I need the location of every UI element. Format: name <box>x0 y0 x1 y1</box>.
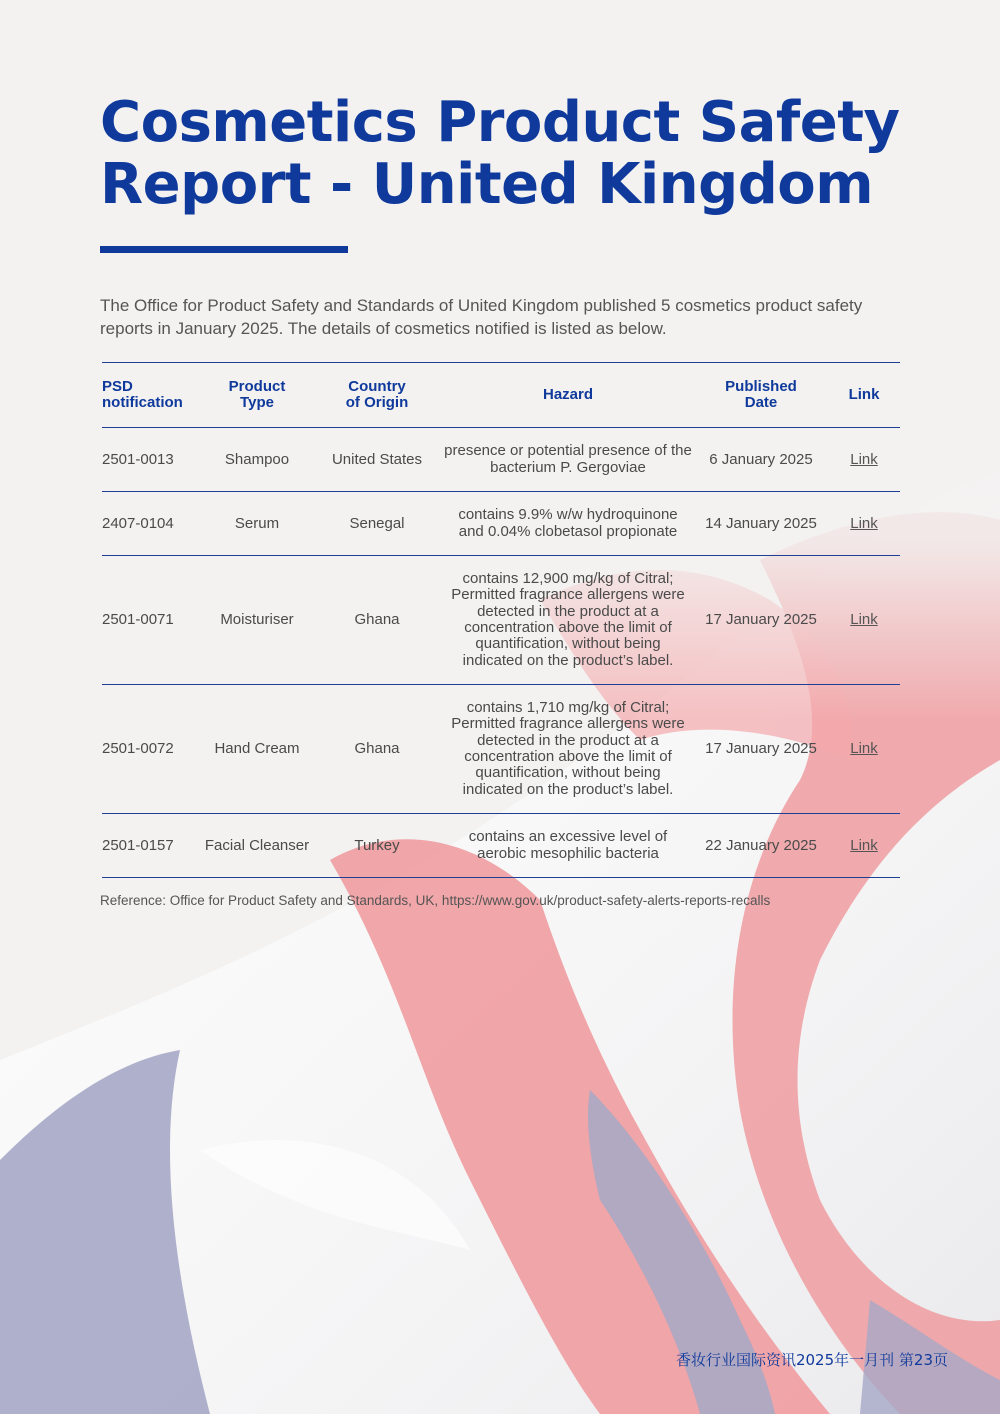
hazard-cell: contains 12,900 mg/kg of Citral; Permitted fragrance allergens were detected in the product at a concentration above the limit of quantification, without being indicated on the product’s label. <box>442 556 694 685</box>
hazard-cell: presence or potential presence of the bacterium P. Gergoviae <box>442 428 694 492</box>
header-hazard: Hazard <box>442 363 694 428</box>
link-cell <box>828 428 900 492</box>
product-type-cell: Serum <box>202 492 312 556</box>
link-cell <box>828 685 900 814</box>
table-row <box>102 428 900 492</box>
country-cell: Senegal <box>312 492 442 556</box>
hazard-cell: contains an excessive level of aerobic mesophilic bacteria <box>442 814 694 878</box>
product-type-cell: Moisturiser <box>202 556 312 685</box>
header-product-type: Product Type <box>202 363 312 428</box>
table-row <box>102 814 900 878</box>
report-link[interactable]: Link <box>850 514 878 532</box>
link-cell <box>828 492 900 556</box>
psd-cell: 2407-0104 <box>102 492 202 556</box>
country-cell: Ghana <box>312 685 442 814</box>
page-footer: 香妆行业国际资讯2025年一月刊 第23页 <box>675 1351 948 1369</box>
safety-report-table <box>102 362 900 878</box>
hazard-cell: contains 9.9% w/w hydroquinone and 0.04% clobetasol propionate <box>442 492 694 556</box>
table-row <box>102 685 900 814</box>
country-cell: Turkey <box>312 814 442 878</box>
link-cell <box>828 814 900 878</box>
table-row <box>102 556 900 685</box>
hazard-cell: contains 1,710 mg/kg of Citral; Permitted fragrance allergens were detected in the product at a concentration above the limit of quantification, without being indicated on the product’s label. <box>442 685 694 814</box>
header-published-date: Published Date <box>694 363 828 428</box>
country-cell: Ghana <box>312 556 442 685</box>
date-cell: 14 January 2025 <box>694 492 828 556</box>
date-cell: 22 January 2025 <box>694 814 828 878</box>
psd-cell: 2501-0157 <box>102 814 202 878</box>
report-link[interactable]: Link <box>850 836 878 854</box>
product-type-cell: Shampoo <box>202 428 312 492</box>
psd-cell: 2501-0071 <box>102 556 202 685</box>
table-row <box>102 492 900 556</box>
link-cell <box>828 556 900 685</box>
date-cell: 6 January 2025 <box>694 428 828 492</box>
product-type-cell: Hand Cream <box>202 685 312 814</box>
psd-cell: 2501-0013 <box>102 428 202 492</box>
date-cell: 17 January 2025 <box>694 685 828 814</box>
product-type-cell: Facial Cleanser <box>202 814 312 878</box>
table-header-row <box>102 363 900 428</box>
date-cell: 17 January 2025 <box>694 556 828 685</box>
intro-paragraph: The Office for Product Safety and Standards of United Kingdom published 5 cosmetics product safety reports in January 2025. The details of cosmetics notified is listed as below. <box>100 296 863 338</box>
header-country-of-origin: Country of Origin <box>312 363 442 428</box>
report-link[interactable]: Link <box>850 740 878 757</box>
header-link: Link <box>828 363 900 428</box>
reference-note: Reference: Office for Product Safety and Standards, UK, https://www.gov.uk/product-safety-alerts-reports-recalls <box>100 893 771 908</box>
header-psd-notification: PSD notification <box>102 363 202 428</box>
page-title: Cosmetics Product Safety Report - United Kingdom <box>100 90 900 217</box>
country-cell: United States <box>312 428 442 492</box>
psd-cell: 2501-0072 <box>102 685 202 814</box>
title-underline <box>100 246 348 253</box>
report-link[interactable]: Link <box>850 450 878 468</box>
report-link[interactable]: Link <box>850 611 878 628</box>
